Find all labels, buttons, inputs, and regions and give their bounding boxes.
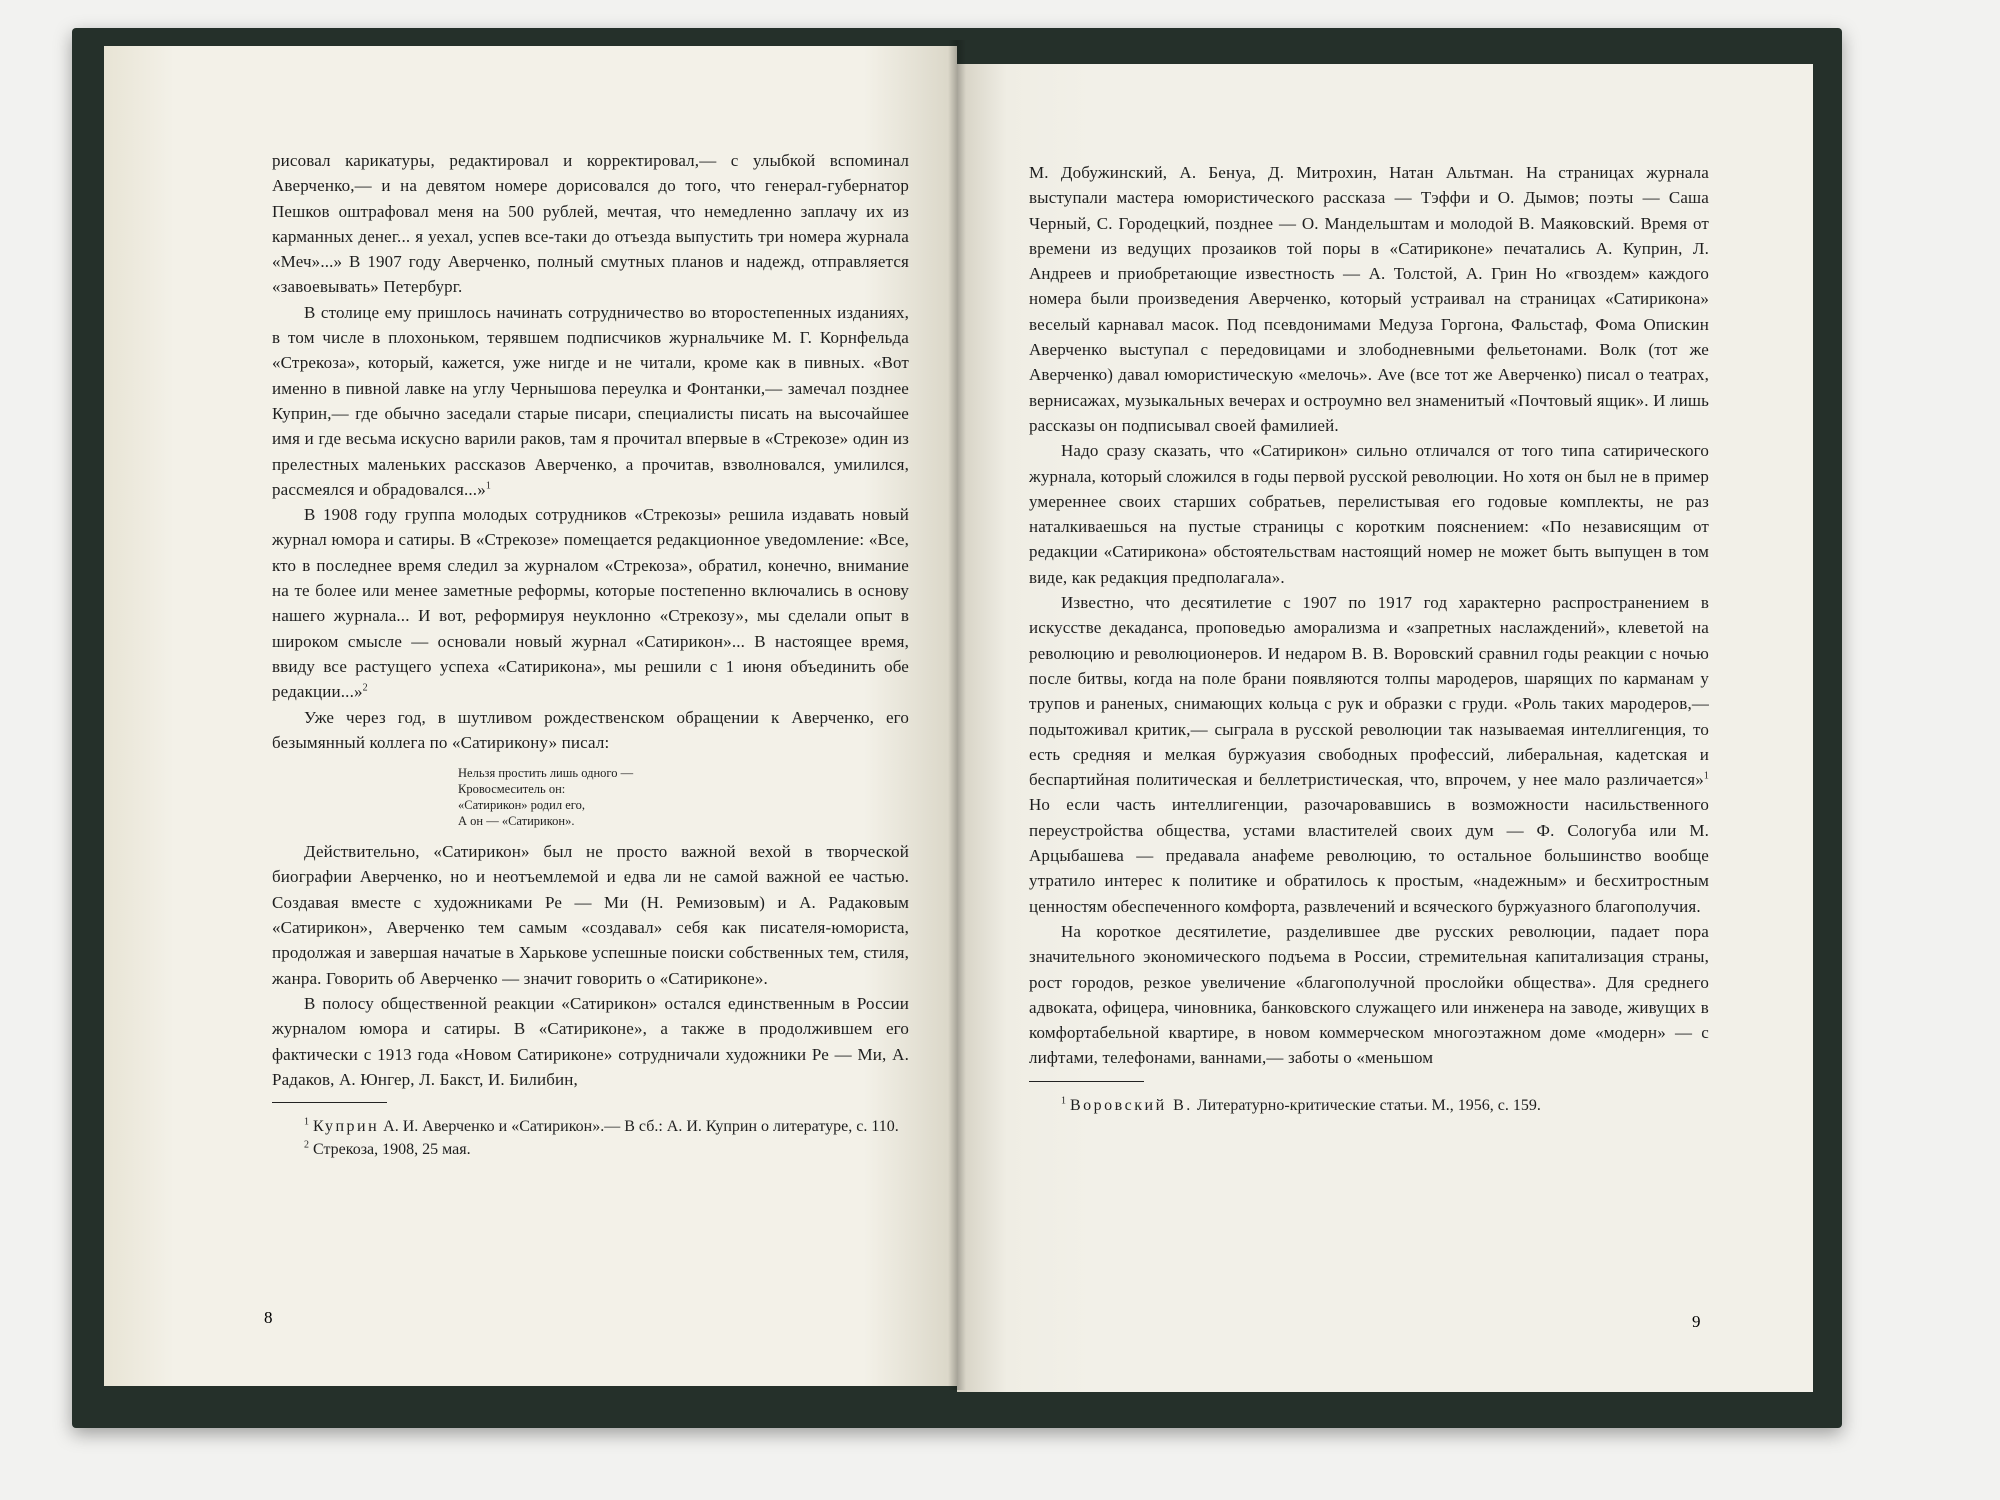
verse-line: Нельзя простить лишь одного — bbox=[458, 766, 634, 781]
footnote-author: Куприн bbox=[313, 1118, 380, 1136]
footnote-number: 1 bbox=[1061, 1095, 1066, 1107]
paragraph bbox=[272, 839, 909, 991]
page-number-right: 9 bbox=[1692, 1312, 1701, 1331]
footnote bbox=[272, 1115, 909, 1138]
verse-line: Кровосмеситель он: bbox=[458, 782, 566, 797]
footnote bbox=[272, 1138, 909, 1161]
footnote-text: Стрекоза, 1908, 25 мая. bbox=[313, 1141, 471, 1159]
paragraph-text: М. Добужинский, А. Бенуа, Д. Митрохин, Натан Альтман. На страницах журнала выступали мастера юмористического рассказа — Тэффи и О. Дымов; поэты — Саша Черный, С. Городецкий, позднее — О. Мандельштам и молодой В. Маяковский. Время от времени из ведущих прозаиков той поры в «Сатириконе» печатались А. Куприн, Л. Андреев и приобретающие известность — А. Толстой, А. Грин Но «гвоздем» каждого номера были произведения Аверченко, который устраивал на страницах «Сатирикона» веселый карнавал масок. Под псевдонимами Медуза Горгона, Фальстаф, Фома Опискин Аверченко выступал с передовицами и злободневными фельетонами. Волк (тот же Аверченко) давал юмористическую «мелочь». Ave (все тот же Аверченко) писал о театрах, вернисажах, музыкальных вечерах и остроумно вел знаменитый «Почтовый ящик». И лишь рассказы он подписывал своей фамилией. bbox=[1029, 163, 1709, 435]
footnote-number: 1 bbox=[304, 1116, 309, 1128]
paragraph-text: В столице ему пришлось начинать сотрудничество во второстепенных изданиях, в том числе в плохоньком, терявшем подписчиков журнальчике М. Г. Корнфельда «Стрекоза», который, кажется, уже нигде и не читали, кроме как в пивных. «Вот именно в пивной лавке на углу Чернышова переулка и Фонтанки,— замечал позднее Куприн,— где обычно заседали старые писари, специалисты писать на высочайшее имя и где весьма искусно варили раков, там я прочитал впервые в «Стрекозе» один из прелестных маленьких рассказов Аверченко, а прочитав, взволновался, умилился, рассмеялся и обрадовался...» bbox=[272, 302, 909, 499]
footnote-author: Воровский В. bbox=[1070, 1096, 1193, 1114]
right-page-body bbox=[1029, 160, 1709, 1071]
paragraph bbox=[1029, 590, 1709, 919]
footnote-text: Литературно-критические статьи. М., 1956, с. 159. bbox=[1196, 1096, 1541, 1114]
book-gutter bbox=[948, 40, 966, 1390]
footnote-number: 2 bbox=[304, 1139, 309, 1151]
footnotes bbox=[1029, 1094, 1709, 1117]
paragraph-text: рисовал карикатуры, редактировал и корректировал,— с улыбкой вспоминал Аверченко,— и на девятом номере дорисовался до того, что генерал-губернатор Пешков оштрафовал меня на 500 рублей, мечтая, что немедленно заплачу их из карманных денег... я уехал, успев все-таки до отъезда выпустить три номера журнала «Меч»...» В 1907 году Аверченко, полный смутных планов и надежд, отправляется «завоевывать» Петербург. bbox=[272, 151, 909, 297]
paragraph bbox=[272, 705, 909, 756]
verse-line: «Сатирикон» родил его, bbox=[458, 798, 585, 813]
footnote-text: А. И. Аверченко и «Сатирикон».— В сб.: А. И. Куприн о литературе, с. 110. bbox=[383, 1118, 899, 1136]
footnotes bbox=[272, 1115, 909, 1161]
paragraph-text: Уже через год, в шутливом рождественском обращении к Аверченко, его безымянный коллега по «Сатирикону» писал: bbox=[272, 707, 909, 752]
page-number-left: 8 bbox=[264, 1308, 273, 1327]
footnote-divider bbox=[1029, 1081, 1144, 1082]
paragraph bbox=[1029, 919, 1709, 1071]
paragraph bbox=[272, 991, 909, 1092]
left-page-body bbox=[272, 148, 909, 1092]
right-page bbox=[957, 64, 1813, 1392]
footnote-ref: 1 bbox=[485, 480, 492, 492]
paragraph bbox=[272, 300, 909, 502]
footnote-divider bbox=[272, 1102, 387, 1103]
paragraph-text: На короткое десятилетие, разделившее две русских революции, падает пора значительного экономического подъема в России, стремительная капитализация страны, рост городов, резкое увеличение «благополучной прослойки общества». Для среднего адвоката, офицера, чиновника, банковского служащего или инженера на заводе, живущих в комфортабельной квартире, в новом коммерческом многоэтажном доме «модерн» — с лифтами, телефонами, ваннами,— заботы о «меньшом bbox=[1029, 921, 1709, 1068]
paragraph-text: В 1908 году группа молодых сотрудников «Стрекозы» решила издавать новый журнал юмора и сатиры. В «Стрекозе» помещается редакционное уведомление: «Все, кто в последнее время следил за журналом «Стрекоза», обратил, конечно, внимание на те более или менее заметные реформы, которые постепенно включались в основу нашего журнала... И вот, реформируя неуклонно «Стрекозу», мы сделали опыт в широком смысле — основали новый журнал «Сатирикон»... В настоящее время, ввиду все растущего успеха «Сатирикона», мы решили с 1 июня объединить обе редакции...» bbox=[272, 505, 909, 702]
verse-line: А он — «Сатирикон». bbox=[458, 814, 575, 829]
paragraph-text: Но если часть интеллигенции, разочаровавшись в возможности насильственного переустройства общества, устами властителей своих дум — Ф. Сологуба или М. Арцыбашева — предавала анафеме революцию, то остальное большинство вообще утратило интерес к политике и обратилось к простым, «надежным» и бесхитростным ценностям обеспеченного комфорта, развлечений и всяческого буржуазного благополучия. bbox=[1029, 795, 1709, 916]
verse bbox=[458, 765, 909, 829]
paragraph-text: В полосу общественной реакции «Сатирикон» остался единственным в России журналом юмора и сатиры. В «Сатириконе», а также в продолжившем его фактически с 1913 года «Новом Сатириконе» сотрудничали художники Ре — Ми, А. Радаков, А. Юнгер, Л. Бакст, И. Билибин, bbox=[272, 993, 909, 1089]
footnote bbox=[1029, 1094, 1709, 1117]
paragraph-text: Надо сразу сказать, что «Сатирикон» сильно отличался от того типа сатирического журнала, который сложился в годы первой русской революции. Но хотя он был не в пример умереннее своих старших собратьев, перелистывая его годовые комплекты, не раз наталкиваешься на пустые страницы с коротким пояснением: «По независящим от редакции «Сатирикона» обстоятельствам настоящий номер не может быть выпущен в том виде, как редакция предполагала». bbox=[1029, 441, 1709, 587]
paragraph-text: Действительно, «Сатирикон» был не просто важной вехой в творческой биографии Аверченко, но и неотъемлемой и едва ли не самой важной ее частью. Создавая вместе с художниками Ре — Ми (Н. Ремизовым) и А. Радаковым «Сатирикон», Аверченко тем самым «создавал» себя как писателя-юмориста, продолжая и завершая начатые в Харькове успешные поиски собственных тем, стиля, жанра. Говорить об Аверченко — значит говорить о «Сатириконе». bbox=[272, 842, 909, 988]
footnote-ref: 1 bbox=[1703, 770, 1709, 782]
footnote-ref: 2 bbox=[362, 682, 368, 694]
paragraph bbox=[272, 148, 909, 300]
paragraph bbox=[1029, 438, 1709, 590]
left-page bbox=[104, 46, 957, 1386]
paragraph-text: Известно, что десятилетие с 1907 по 1917 год характерно распространением в искусстве декаданса, проповедью аморализма и «запретных наслаждений», клеветой на революцию и революционеров. И недаром В. В. Воровский сравнил годы реакции с ночью после битвы, когда на поле брани появляются толпы мародеров, шарящих по карманам у трупов и раненых, снимающих кольца с рук и образки с груди. «Роль таких мародеров,— подытоживал критик,— сыграла в русской революции так называемая интеллигенция, то есть средняя и мелкая буржуазия свободных профессий, либеральная, кадетская и беспартийная политическая и беллетристическая, что, впрочем, у нее мало различается» bbox=[1029, 593, 1709, 790]
paragraph bbox=[272, 502, 909, 704]
paragraph bbox=[1029, 160, 1709, 438]
